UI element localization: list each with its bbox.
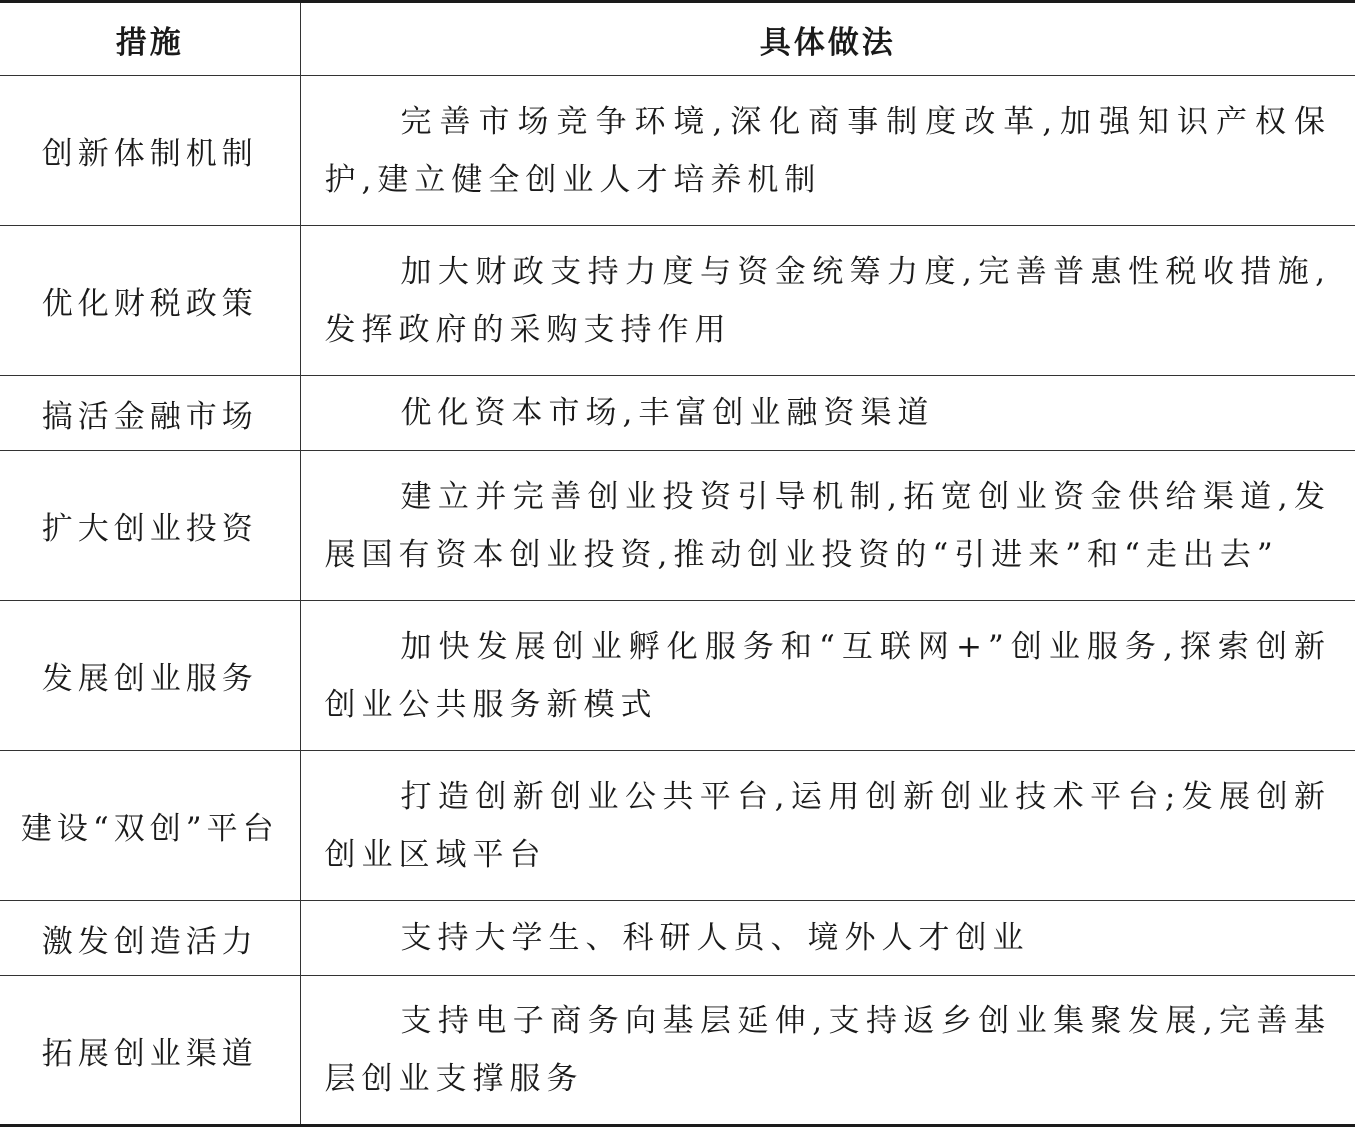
detail-cell: 打造创新创业公共平台,运用创新创业技术平台;发展创新创业区域平台 [300, 751, 1355, 901]
table-row [0, 601, 1355, 751]
measure-cell: 创新体制机制 [0, 76, 300, 226]
table-row [0, 751, 1355, 901]
header-measure: 措施 [0, 2, 300, 76]
table-row [0, 226, 1355, 376]
detail-cell: 支持大学生、科研人员、境外人才创业 [300, 901, 1355, 976]
table-header-row [0, 2, 1355, 76]
detail-cell: 支持电子商务向基层延伸,支持返乡创业集聚发展,完善基层创业支撑服务 [324, 1003, 1331, 1097]
measure-cell: 拓展创业渠道 [0, 976, 300, 1126]
measure-cell: 激发创造活力 [0, 901, 300, 976]
measure-cell: 优化财税政策 [0, 226, 300, 376]
detail-cell: 加大财政支持力度与资金统筹力度,完善普惠性税收措施,发挥政府的采购支持作用 [300, 226, 1355, 376]
detail-cell: 加快发展创业孵化服务和“互联网+”创业服务,探索创新创业公共服务新模式 [300, 601, 1355, 751]
detail-cell: 完善市场竞争环境,深化商事制度改革,加强知识产权保护,建立健全创业人才培养机制 [300, 76, 1355, 226]
measure-cell: 发展创业服务 [0, 601, 300, 751]
table-row [0, 451, 1355, 601]
table-row [0, 976, 1355, 1126]
header-detail: 具体做法 [300, 2, 1355, 76]
table-row [0, 376, 1355, 451]
detail-cell: 建立并完善创业投资引导机制,拓宽创业资金供给渠道,发展国有资本创业投资,推动创业投资的“引进来”和“走出去” [300, 451, 1355, 601]
table-row [0, 76, 1355, 226]
measure-cell: 扩大创业投资 [0, 451, 300, 601]
table-row [0, 901, 1355, 976]
detail-cell: 优化资本市场,丰富创业融资渠道 [300, 376, 1355, 451]
measure-cell: 搞活金融市场 [0, 376, 300, 451]
measure-cell: 建设“双创”平台 [0, 751, 300, 901]
